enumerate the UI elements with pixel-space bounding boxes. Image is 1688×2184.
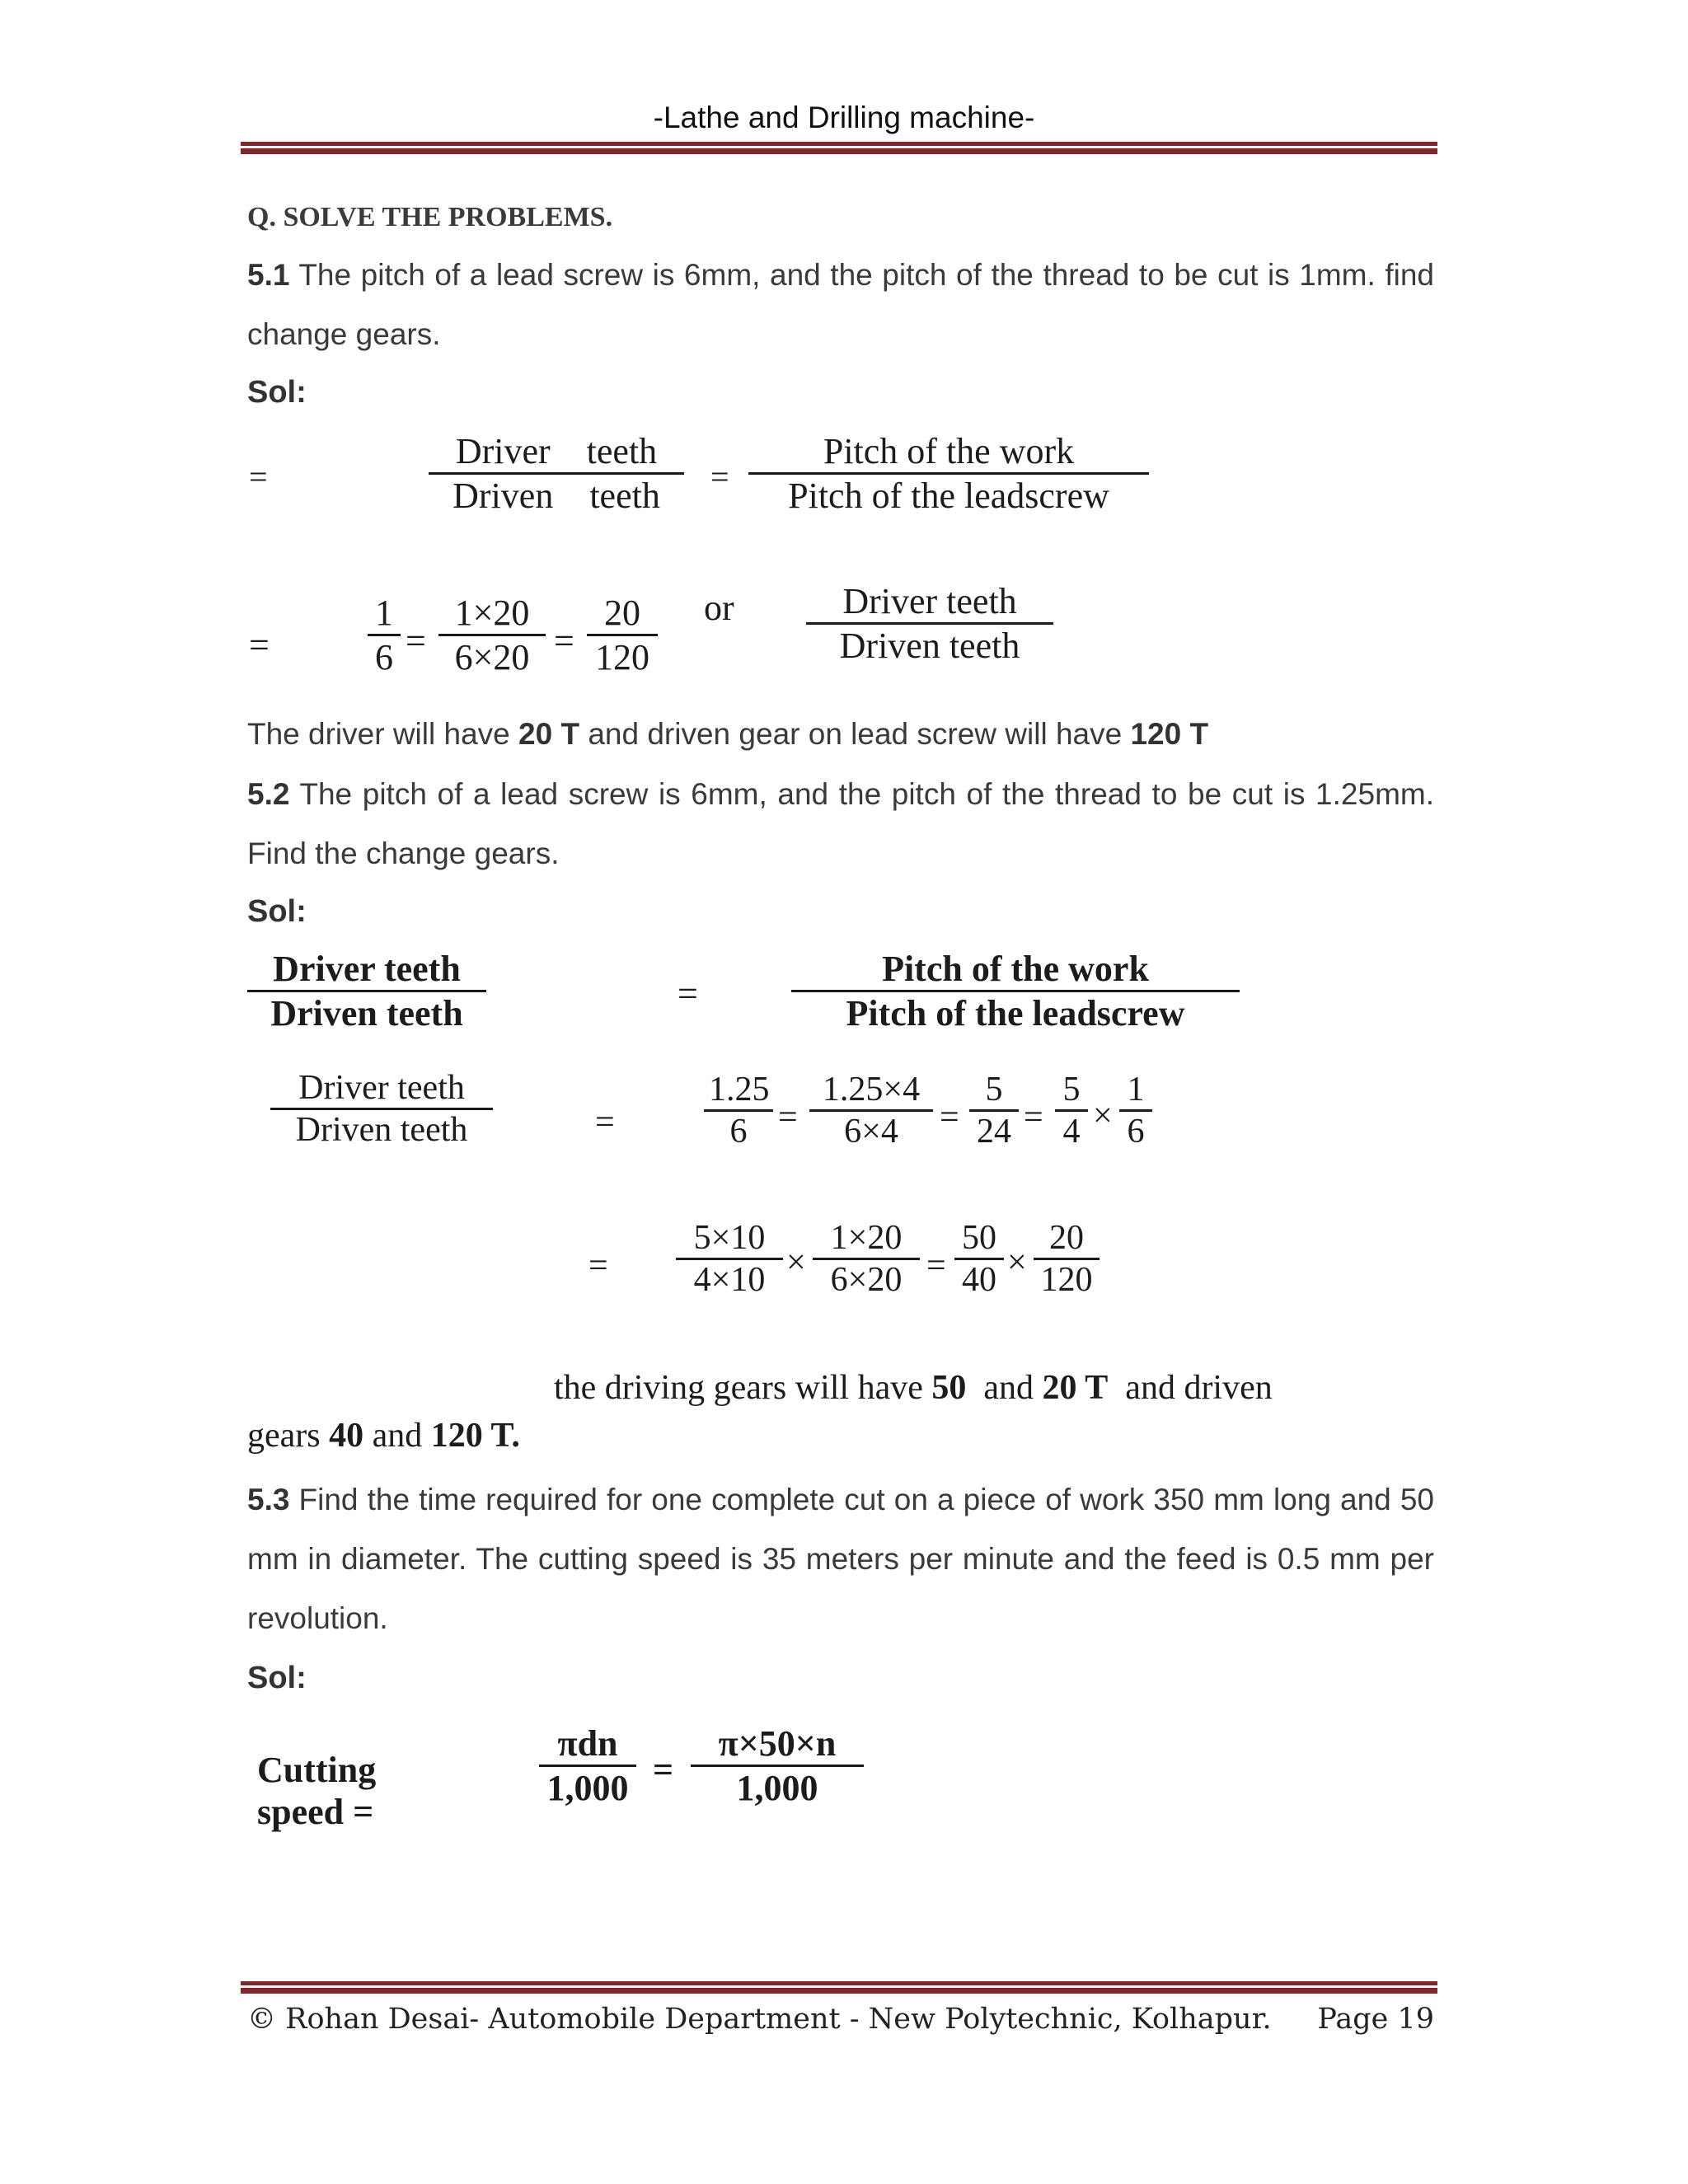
numerator: 20 <box>1049 1219 1084 1257</box>
denominator: 4 <box>1062 1113 1081 1151</box>
numerator: Driver teeth <box>455 431 658 471</box>
denominator: 6×4 <box>844 1113 898 1151</box>
denominator: Driven teeth <box>452 476 660 516</box>
numerator: 20 <box>604 593 640 633</box>
equals-sign: = <box>710 458 729 495</box>
problem-text: The pitch of a lead screw is 6mm, and the pitch of the thread to be cut is 1.25mm. Find the change gears. <box>247 777 1434 870</box>
problem-number: 5.3 <box>247 1483 290 1516</box>
answer-value: 50 <box>931 1369 967 1407</box>
denominator: 6×20 <box>830 1261 903 1299</box>
fraction <box>676 1218 783 1300</box>
numerator: 1×20 <box>454 593 530 633</box>
equals-sign: = <box>678 973 698 1014</box>
numerator: Pitch of the work <box>882 949 1149 989</box>
page-footer <box>247 2003 1434 2036</box>
numerator: 1×20 <box>830 1219 903 1257</box>
answer-text: and <box>363 1417 431 1455</box>
fraction <box>954 1218 1004 1300</box>
fraction <box>1055 1070 1088 1151</box>
section-title: Q. SOLVE THE PROBLEMS. <box>247 202 613 232</box>
numerator: 1.25 <box>709 1071 770 1108</box>
fraction <box>368 592 401 678</box>
fraction <box>247 948 486 1034</box>
fraction <box>704 1070 773 1151</box>
problem-5-1 <box>247 246 1434 364</box>
denominator: 24 <box>977 1113 1011 1151</box>
denominator: 120 <box>595 637 649 677</box>
denominator: 6 <box>375 637 393 677</box>
solution-label: Sol: <box>247 375 307 410</box>
denominator: Driven teeth <box>839 626 1020 666</box>
denominator: 40 <box>962 1261 996 1299</box>
answer-value: 120 T <box>1130 717 1209 751</box>
numerator: 1.25×4 <box>822 1071 921 1108</box>
fraction <box>539 1722 636 1809</box>
fraction <box>587 592 658 678</box>
answer-value: 40 <box>329 1417 364 1455</box>
equals-sign: = <box>653 1750 674 1790</box>
denominator: Driven teeth <box>270 993 463 1033</box>
denominator: Driven teeth <box>295 1111 468 1149</box>
solution-label: Sol: <box>247 894 307 929</box>
fraction <box>806 580 1053 667</box>
denominator: 6 <box>1127 1113 1145 1151</box>
numerator: π×50×n <box>718 1723 837 1764</box>
denominator: Pitch of the leadscrew <box>788 476 1109 516</box>
numerator: 50 <box>962 1219 996 1257</box>
footer-text: © Rohan Desai- Automobile Department - New Polytechnic, Kolhapur. <box>247 2003 1272 2036</box>
problem-5-3 <box>247 1470 1434 1648</box>
fraction <box>1034 1218 1100 1300</box>
fraction <box>438 592 546 678</box>
page-number: Page 19 <box>1317 2003 1434 2036</box>
equals-sign: = <box>406 621 426 661</box>
answer-5-2-line1 <box>554 1368 1273 1408</box>
times-sign: × <box>1093 1097 1113 1135</box>
numerator: 1 <box>1127 1071 1145 1108</box>
problem-5-2 <box>247 765 1434 883</box>
answer-text: and <box>966 1369 1043 1407</box>
fraction <box>813 1218 920 1300</box>
fraction <box>691 1722 864 1809</box>
answer-5-2-line2 <box>247 1416 520 1455</box>
numerator: Driver teeth <box>273 949 461 989</box>
solution-label: Sol: <box>247 1661 307 1695</box>
or-text: or <box>704 588 734 628</box>
numerator: Driver teeth <box>842 581 1017 621</box>
numerator: 5 <box>1062 1071 1081 1108</box>
answer-value: 20 T <box>518 717 580 751</box>
denominator: 6 <box>729 1113 748 1151</box>
fraction <box>791 948 1240 1034</box>
answer-text: and driven <box>1108 1369 1273 1407</box>
denominator: 4×10 <box>693 1261 766 1299</box>
answer-text: gears <box>247 1417 330 1455</box>
numerator: Pitch of the work <box>823 431 1075 471</box>
fraction <box>1119 1070 1152 1151</box>
equals-sign: = <box>588 1247 608 1285</box>
numerator: 5×10 <box>693 1219 766 1257</box>
problem-number: 5.1 <box>247 258 290 292</box>
equation-label: Cutting speed = <box>257 1750 377 1832</box>
equals-sign: = <box>1024 1099 1043 1137</box>
fraction <box>270 1068 493 1150</box>
answer-value: 20 T <box>1042 1369 1109 1407</box>
answer-text: The driver will have <box>247 717 519 751</box>
page-header: -Lathe and Drilling machine- <box>653 101 1035 134</box>
equals-sign: = <box>778 1099 798 1137</box>
equals-sign: = <box>554 621 574 661</box>
fraction <box>809 1070 933 1151</box>
denominator: 1,000 <box>546 1768 629 1808</box>
denominator: 1,000 <box>736 1768 818 1808</box>
equals-sign: = <box>940 1099 959 1137</box>
answer-text: the driving gears will have <box>554 1369 932 1407</box>
header-rule <box>241 142 1437 155</box>
footer-rule <box>241 1981 1437 1994</box>
denominator: Pitch of the leadscrew <box>846 993 1185 1033</box>
numerator: 1 <box>375 593 393 633</box>
equals-sign: = <box>926 1247 946 1285</box>
denominator: 6×20 <box>454 637 530 677</box>
problem-text: The pitch of a lead screw is 6mm, and the pitch of the thread to be cut is 1mm. find change gears. <box>247 258 1434 351</box>
equals-sign: = <box>249 458 268 495</box>
equals-sign: = <box>595 1104 615 1141</box>
answer-5-1 <box>247 705 1434 764</box>
equals-sign: = <box>249 625 270 665</box>
times-sign: × <box>1007 1244 1027 1282</box>
numerator: πdn <box>557 1723 618 1764</box>
fraction <box>748 430 1149 517</box>
answer-value: 120 T. <box>430 1417 520 1455</box>
fraction <box>969 1070 1019 1151</box>
numerator: 5 <box>985 1071 1003 1108</box>
answer-text: and driven gear on lead screw will have <box>579 717 1131 751</box>
problem-text: Find the time required for one complete cut on a piece of work 350 mm long and 50 mm in diameter. The cutting speed is 35 meters per minute and the feed is 0.5 mm per revolution. <box>247 1483 1434 1635</box>
problem-number: 5.2 <box>247 777 290 811</box>
times-sign: × <box>786 1244 806 1282</box>
denominator: 120 <box>1040 1261 1093 1299</box>
numerator: Driver teeth <box>298 1069 465 1107</box>
fraction <box>429 430 684 517</box>
